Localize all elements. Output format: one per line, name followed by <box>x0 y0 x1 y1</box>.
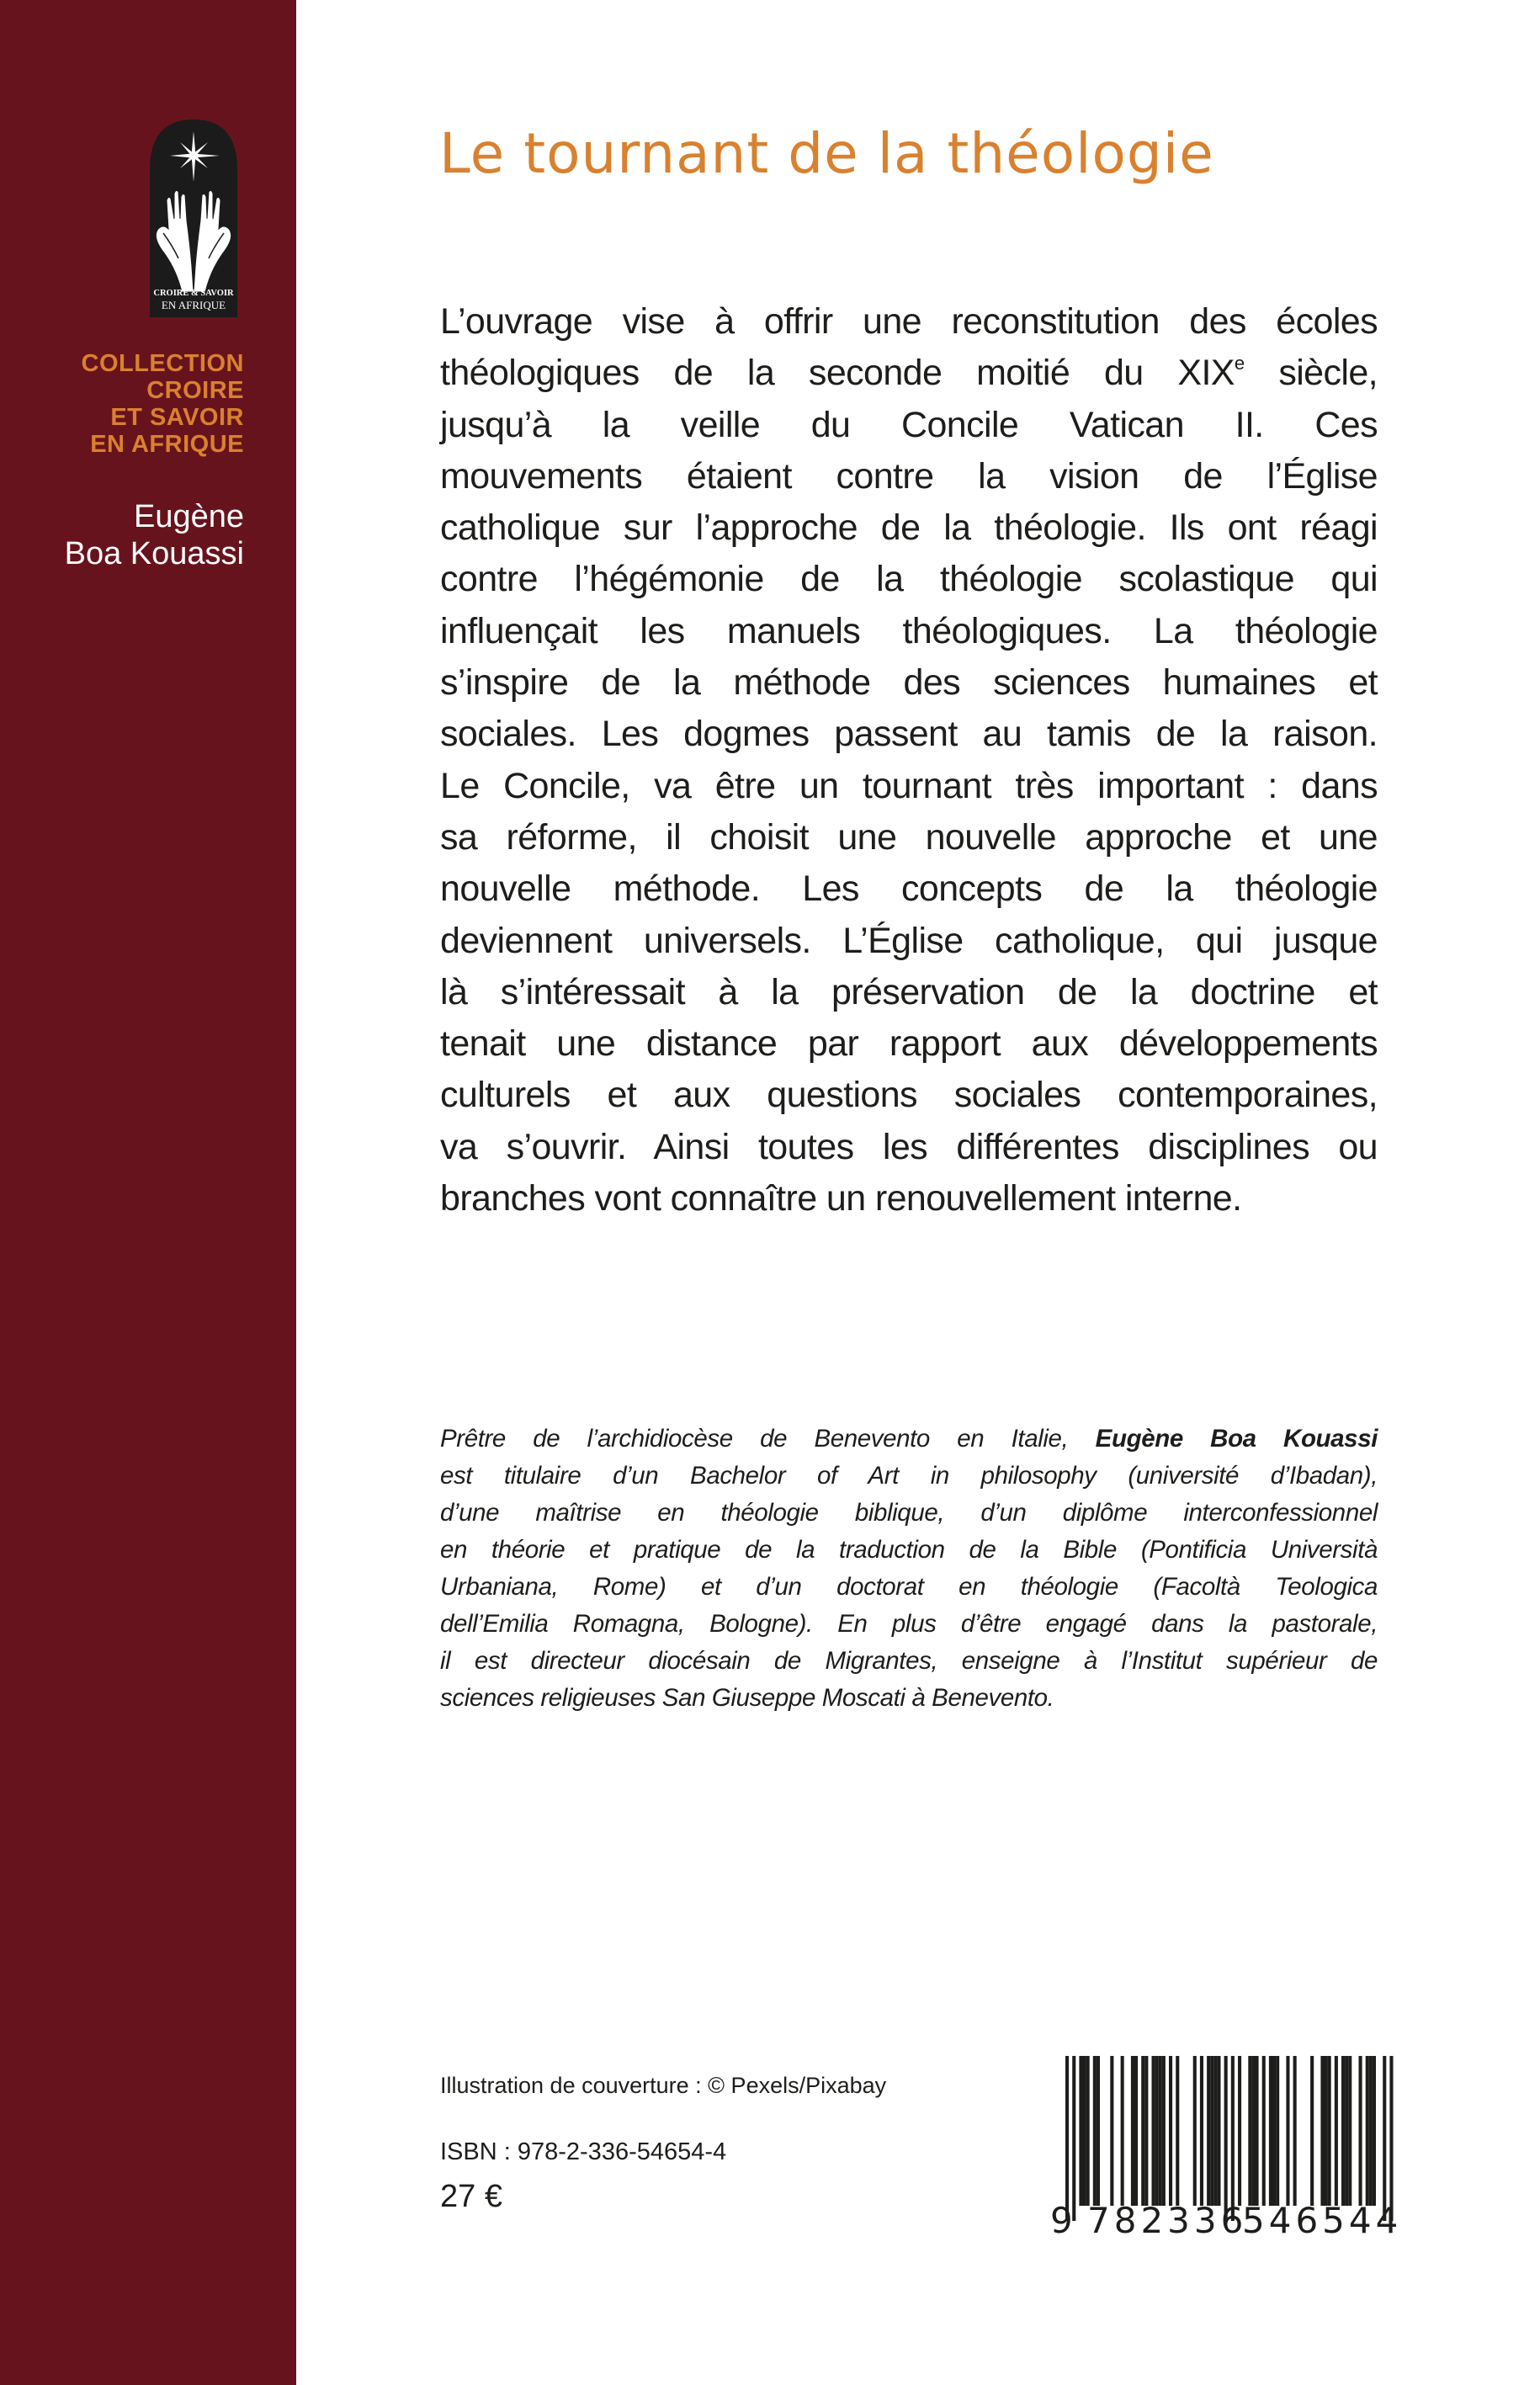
summary-line-text: théologiques de la seconde moitié du XIX <box>440 353 1235 394</box>
collection-name <box>82 350 245 458</box>
bio-line: en théorie et pratique de la traduction de la Bible (Pontificia Università <box>440 1536 1378 1564</box>
summary-line: là s’intéressait à la préservation de la doctrine et <box>440 971 1378 1012</box>
barcode-guard-bar <box>1072 2056 1075 2221</box>
barcode-bar <box>1248 2056 1251 2206</box>
barcode-bar <box>1286 2056 1289 2206</box>
barcode-bar <box>1328 2056 1331 2206</box>
publisher-logo <box>143 120 244 317</box>
barcode-bar <box>1097 2056 1100 2206</box>
barcode-bar <box>1169 2056 1172 2206</box>
barcode-bar <box>1200 2056 1203 2206</box>
summary-line: catholique sur l’approche de la théologie. Ils ont réagi <box>440 507 1378 549</box>
bio-line: sciences religieuses San Giuseppe Moscati à Benevento. <box>440 1684 1054 1712</box>
summary-line: deviennent universels. L’Église catholique, qui jusque <box>440 920 1378 961</box>
barcode-bar <box>1359 2056 1362 2206</box>
cover-illustration-credit: Illustration de couverture : © Pexels/Pixabay <box>440 2073 887 2098</box>
isbn: ISBN : 978-2-336-54654-4 <box>440 2138 727 2165</box>
summary-line: tenait une distance par rapport aux développements <box>440 1023 1378 1065</box>
summary-line-tail: siècle, <box>1244 353 1378 394</box>
summary-line: sa réforme, il choisit une nouvelle approche et une <box>440 816 1378 858</box>
summary-line: mouvements étaient contre la vision de l’Église <box>440 455 1378 497</box>
sidebar-spine <box>0 0 296 2385</box>
barcode-bar <box>1086 2056 1090 2206</box>
barcode-bar <box>1320 2056 1324 2206</box>
barcode-bar <box>1152 2056 1155 2206</box>
barcode-guard-bar <box>1065 2056 1069 2221</box>
logo-text-line2: EN AFRIQUE <box>161 299 226 311</box>
summary-line: nouvelle méthode. Les concepts de la théologie <box>440 868 1378 910</box>
collection-line: ET SAVOIR <box>110 404 244 431</box>
star-and-hands-icon <box>143 120 244 317</box>
logo-text-line1: CROIRE & SAVOIR <box>153 289 234 298</box>
spine-author-name <box>65 498 244 572</box>
bio-author-name: Eugène Boa Kouassi <box>1095 1425 1378 1453</box>
summary-line: s’inspire de la méthode des sciences humaines et <box>440 662 1378 704</box>
barcode-bar <box>1256 2056 1259 2206</box>
barcode-bar <box>1341 2056 1345 2206</box>
summary-line: L’ouvrage vise à offrir une reconstitution des écoles <box>440 301 1378 342</box>
collection-line: EN AFRIQUE <box>90 431 244 458</box>
barcode-bar <box>1159 2056 1162 2206</box>
book-title: Le tournant de la théologie <box>439 121 1214 186</box>
barcode-bar <box>1366 2056 1369 2206</box>
collection-line: COLLECTION <box>81 350 244 377</box>
barcode-left-group: 782336 <box>1087 2200 1248 2241</box>
bio-intro: Prêtre de l’archidiocèse de Benevento en Italie, <box>440 1425 1096 1453</box>
summary-line: Le Concile, va être un tournant très important : dans <box>440 765 1378 806</box>
barcode-right-group: 546544 <box>1242 2200 1403 2241</box>
summary-line: influençait les manuels théologiques. La théologie <box>440 610 1378 651</box>
barcode-bar <box>1210 2056 1213 2206</box>
author-last-name: Boa Kouassi <box>64 536 244 571</box>
book-summary <box>440 296 1378 1224</box>
summary-line: va s’ouvrir. Ainsi toutes les différentes disciplines ou <box>440 1126 1378 1167</box>
barcode-bar <box>1310 2056 1314 2206</box>
barcode-guard-bar <box>1383 2056 1386 2221</box>
barcode-bar <box>1207 2056 1210 2206</box>
barcode-bar <box>1293 2056 1297 2206</box>
barcode-bar <box>1213 2056 1217 2206</box>
barcode-first-digit: 9 <box>1050 2200 1073 2241</box>
barcode-bar <box>1238 2056 1241 2206</box>
bio-line: dell’Emilia Romagna, Bologne). En plus d’être engagé dans la pastorale, <box>440 1610 1378 1638</box>
barcode-bar <box>1093 2056 1097 2206</box>
barcode-bar <box>1276 2056 1279 2206</box>
barcode-bar <box>1193 2056 1197 2206</box>
bio-line: Urbaniana, Rome) et d’un doctorat en théologie (Facoltà Teologica <box>440 1573 1378 1601</box>
barcode-bar <box>1176 2056 1179 2206</box>
author-first-name: Eugène <box>133 499 244 534</box>
barcode-bar <box>1155 2056 1159 2206</box>
barcode-guard-bar <box>1389 2056 1393 2221</box>
bio-line <box>440 1421 1378 1458</box>
barcode-bar <box>1348 2056 1351 2206</box>
century-superscript: e <box>1234 353 1245 374</box>
summary-line: branches vont connaître un renouvellement interne. <box>440 1178 1242 1219</box>
barcode-guard-bar <box>1231 2056 1235 2221</box>
barcode-bar <box>1369 2056 1373 2206</box>
summary-line: contre l’hégémonie de la théologie scolastique qui <box>440 559 1378 600</box>
barcode-bar <box>1131 2056 1134 2206</box>
barcode-bar <box>1083 2056 1086 2206</box>
collection-line: CROIRE <box>146 377 244 404</box>
bio-line: d’une maîtrise en théologie biblique, d’un diplôme interconfessionnel <box>440 1499 1378 1527</box>
barcode-bar <box>1325 2056 1328 2206</box>
barcode-bar <box>1335 2056 1338 2206</box>
barcode-bar <box>1272 2056 1276 2206</box>
barcode-bar <box>1141 2056 1144 2206</box>
bio-line: il est directeur diocésain de Migrantes, enseigne à l’Institut supérieur de <box>440 1647 1378 1675</box>
barcode-guard-bar <box>1224 2056 1228 2221</box>
barcode-bar <box>1269 2056 1272 2206</box>
barcode-bar <box>1079 2056 1082 2206</box>
barcode-bar <box>1251 2056 1255 2206</box>
barcode-bar <box>1121 2056 1124 2206</box>
bio-line: est titulaire d’un Bachelor of Art in philosophy (université d’Ibadan), <box>440 1462 1378 1490</box>
barcode-bar <box>1110 2056 1113 2206</box>
barcode-digits <box>1052 2202 1405 2239</box>
author-bio <box>440 1421 1378 1717</box>
barcode-bar <box>1262 2056 1266 2206</box>
barcode-bar <box>1162 2056 1166 2206</box>
barcode-bar <box>1373 2056 1376 2206</box>
barcode-bar <box>1134 2056 1138 2206</box>
barcode-bar <box>1144 2056 1148 2206</box>
barcode-bar <box>1345 2056 1348 2206</box>
price: 27 € <box>440 2179 502 2214</box>
summary-line <box>440 348 1378 399</box>
summary-line: culturels et aux questions sociales contemporaines, <box>440 1075 1378 1116</box>
summary-line: jusqu’à la veille du Concile Vatican II. Ces <box>440 404 1378 445</box>
summary-line: sociales. Les dogmes passent au tamis de la raison. <box>440 714 1378 755</box>
barcode-bar <box>1217 2056 1220 2206</box>
